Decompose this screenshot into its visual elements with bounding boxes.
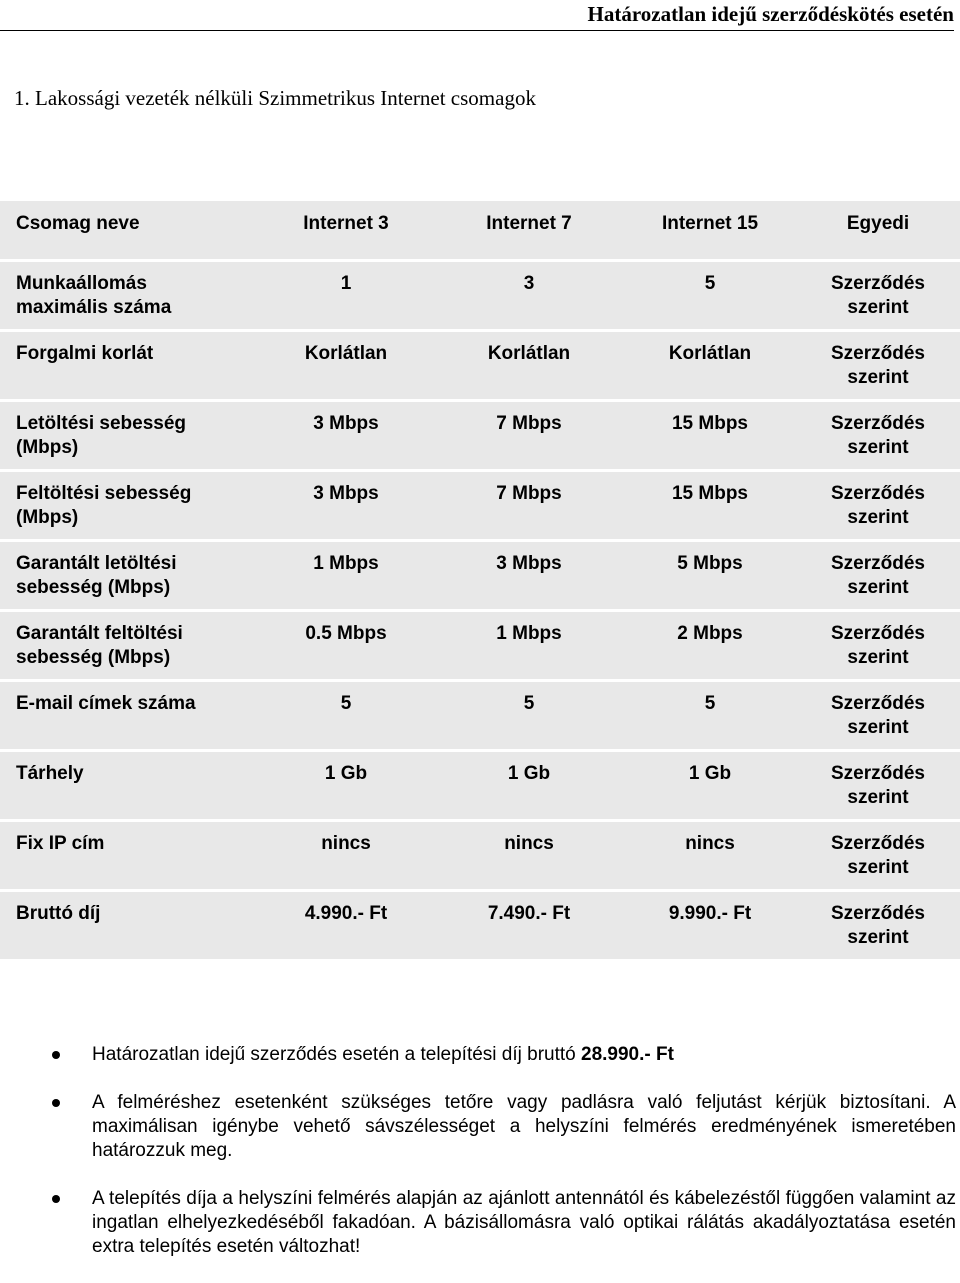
table-cell: 9.990.- Ft (654, 892, 766, 959)
row-label: Fix IP cím (0, 822, 288, 889)
table-cell: Szerződés szerint (766, 752, 960, 819)
table-cell: 15 Mbps (654, 472, 766, 539)
list-item (0, 1187, 960, 1259)
page-header: Határozatlan idejű szerződéskötés esetén (0, 0, 954, 31)
table-cell: 3 (404, 262, 654, 329)
table-cell: Szerződés szerint (766, 822, 960, 889)
table-cell: Szerződés szerint (766, 262, 960, 329)
table-cell: 4.990.- Ft (288, 892, 404, 959)
table-cell: 3 Mbps (288, 472, 404, 539)
note-bold: 28.990.- Ft (581, 1044, 674, 1065)
table-cell: Korlátlan (654, 332, 766, 399)
table-cell: 1 Gb (288, 752, 404, 819)
table-cell: Szerződés szerint (766, 472, 960, 539)
bullet-icon (52, 1099, 60, 1107)
row-label: Letöltési sebesség (Mbps) (0, 402, 288, 469)
table-header-row (0, 201, 960, 259)
row-label: E-mail címek száma (0, 682, 288, 749)
table-cell: Korlátlan (404, 332, 654, 399)
table-cell: Szerződés szerint (766, 682, 960, 749)
table-cell: Szerződés szerint (766, 612, 960, 679)
table-cell: nincs (288, 822, 404, 889)
table-row (0, 892, 960, 959)
row-label: Tárhely (0, 752, 288, 819)
table-cell: 7 Mbps (404, 402, 654, 469)
table-cell: 2 Mbps (654, 612, 766, 679)
column-header: Internet 7 (404, 201, 654, 259)
list-item (0, 1043, 960, 1067)
table-cell: 7.490.- Ft (404, 892, 654, 959)
table-row (0, 332, 960, 399)
table-cell: Korlátlan (288, 332, 404, 399)
table-cell: 5 (654, 262, 766, 329)
table-cell: 15 Mbps (654, 402, 766, 469)
table-cell: 0.5 Mbps (288, 612, 404, 679)
table-cell: 3 Mbps (404, 542, 654, 609)
table-cell: nincs (654, 822, 766, 889)
table-cell: 5 (654, 682, 766, 749)
table-row (0, 262, 960, 329)
list-item (0, 1091, 960, 1163)
row-label: Forgalmi korlát (0, 332, 288, 399)
bullet-icon (52, 1051, 60, 1059)
table-cell: 1 (288, 262, 404, 329)
table-cell: nincs (404, 822, 654, 889)
section-title: 1. Lakossági vezeték nélküli Szimmetrikus Internet csomagok (14, 86, 536, 110)
row-label: Feltöltési sebesség (Mbps) (0, 472, 288, 539)
note-text: A felméréshez esetenként szükséges tetőre vagy padlásra való feljutást kérjük biztosítani. A maximálisan igénybe vehető sávszélességet a helyszíni felmérés eredményének ismeretében határozzuk meg. (92, 1092, 956, 1161)
table-row (0, 752, 960, 819)
table-row (0, 472, 960, 539)
table-cell: 1 Gb (404, 752, 654, 819)
table-cell: Szerződés szerint (766, 892, 960, 959)
table-row (0, 402, 960, 469)
notes-list (0, 1043, 960, 1283)
table-cell: 1 Gb (654, 752, 766, 819)
table-row (0, 822, 960, 889)
row-label: Bruttó díj (0, 892, 288, 959)
row-label: Garantált letöltési sebesség (Mbps) (0, 542, 288, 609)
table-cell: Szerződés szerint (766, 332, 960, 399)
table-cell: 3 Mbps (288, 402, 404, 469)
table-row (0, 542, 960, 609)
table-row (0, 682, 960, 749)
column-header: Egyedi (766, 201, 960, 259)
table-cell: Szerződés szerint (766, 402, 960, 469)
table-cell: 7 Mbps (404, 472, 654, 539)
row-label: Garantált feltöltési sebesség (Mbps) (0, 612, 288, 679)
table-cell: 1 Mbps (404, 612, 654, 679)
table-cell: 5 Mbps (654, 542, 766, 609)
column-header: Csomag neve (0, 201, 288, 259)
table-cell: 5 (288, 682, 404, 749)
note-text: Határozatlan idejű szerződés esetén a telepítési díj bruttó (92, 1044, 582, 1065)
table-row (0, 612, 960, 679)
row-label: Munkaállomás maximális száma (0, 262, 288, 329)
table-cell: 1 Mbps (288, 542, 404, 609)
bullet-icon (52, 1195, 60, 1203)
table-cell: 5 (404, 682, 654, 749)
column-header: Internet 3 (288, 201, 404, 259)
note-text: A telepítés díja a helyszíni felmérés alapján az ajánlott antennától és kábelezéstől függően valamint az ingatlan elhelyezkedéséből fakadóan. A bázisállomásra való optikai rálátás akadályoztatása esetén extra telepítés esetén változhat! (92, 1188, 956, 1257)
column-header: Internet 15 (654, 201, 766, 259)
package-table (0, 198, 960, 962)
table-cell: Szerződés szerint (766, 542, 960, 609)
